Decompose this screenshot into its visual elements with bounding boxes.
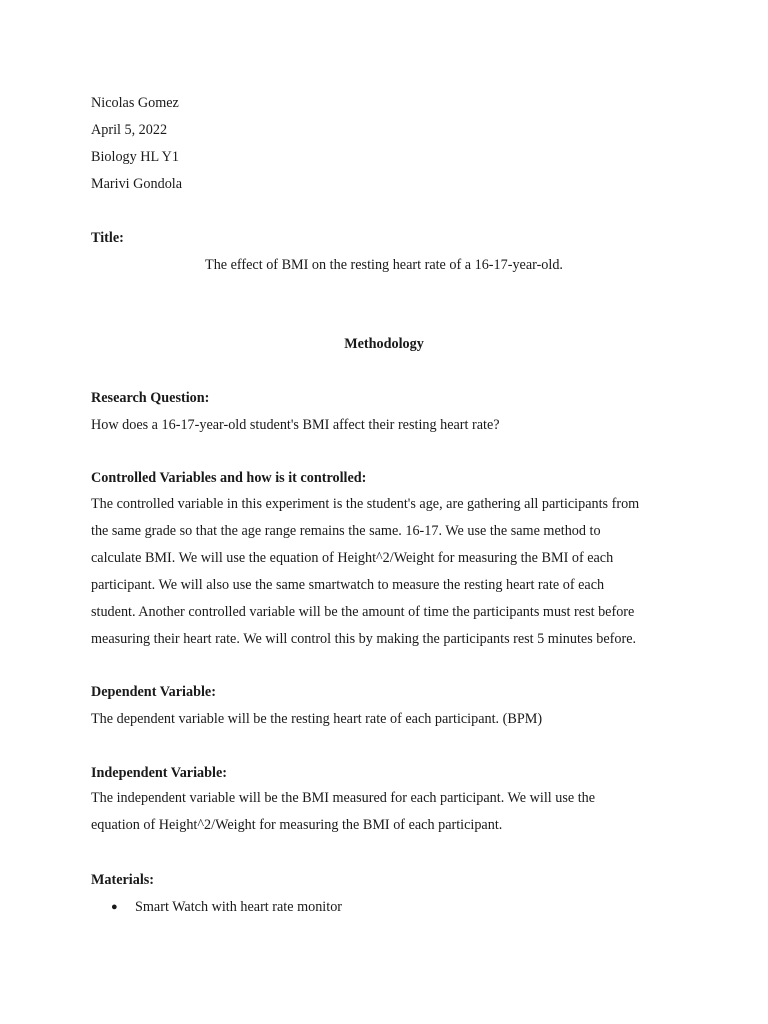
title-label: Title: [91, 230, 124, 246]
paragraph-line: student. Another controlled variable will be the amount of time the participants must rest before [91, 604, 635, 620]
bullet-icon: ● [111, 901, 118, 913]
controlled-variables-label: Controlled Variables and how is it controlled: [91, 470, 367, 486]
teacher-name: Marivi Gondola [91, 176, 183, 192]
materials-label: Materials: [91, 872, 155, 888]
document-title: The effect of BMI on the resting heart rate of a 16-17-year-old. [205, 257, 563, 273]
paragraph-line: equation of Height^2/Weight for measuring the BMI of each participant. [91, 817, 503, 833]
dependent-variable-text: The dependent variable will be the resting heart rate of each participant. (BPM) [91, 711, 543, 727]
author-name: Nicolas Gomez [91, 95, 179, 111]
paragraph-line: The independent variable will be the BMI measured for each participant. We will use the [91, 790, 596, 806]
research-question-label: Research Question: [91, 390, 210, 406]
document-date: April 5, 2022 [91, 122, 168, 138]
methodology-heading: Methodology [344, 336, 424, 352]
independent-variable-label: Independent Variable: [91, 765, 227, 781]
dependent-variable-label: Dependent Variable: [91, 684, 216, 700]
material-item-label: Smart Watch with heart rate monitor [135, 899, 343, 915]
course-name: Biology HL Y1 [91, 149, 180, 165]
paragraph-line: participant. We will also use the same smartwatch to measure the resting heart rate of each [91, 577, 605, 593]
research-question-text: How does a 16-17-year-old student's BMI affect their resting heart rate? [91, 417, 500, 433]
list-item [111, 898, 342, 916]
paragraph-line: measuring their heart rate. We will control this by making the participants rest 5 minutes before. [91, 631, 637, 647]
paragraph-line: The controlled variable in this experiment is the student's age, are gathering all participants from [91, 496, 640, 512]
controlled-variables-paragraph [91, 491, 681, 653]
independent-variable-paragraph [91, 785, 681, 839]
paragraph-line: the same grade so that the age range remains the same. 16-17. We use the same method to [91, 523, 601, 539]
paragraph-line: calculate BMI. We will use the equation of Height^2/Weight for measuring the BMI of each [91, 550, 614, 566]
